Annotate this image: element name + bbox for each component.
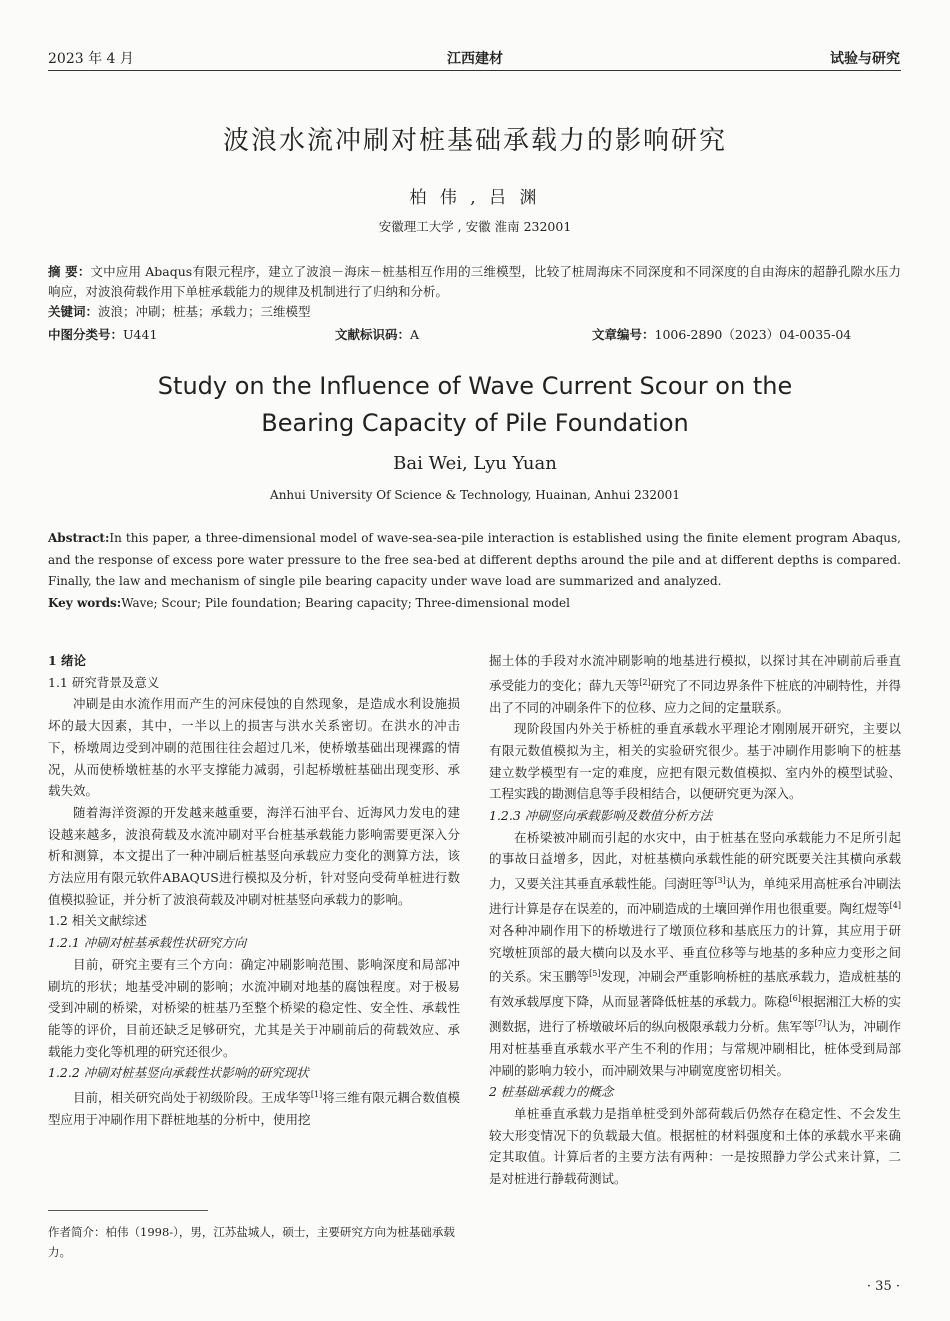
header-date: 2023 年 4 月 (48, 51, 134, 67)
paragraph: 随着海洋资源的开发越来越重要，海洋石油平台、近海风力发电的建设越来越多，波浪荷载及水流冲刷对平台桩基承载能力影响需要更深入分析和测算，本文提出了一种冲刷后桩基竖向承载应力变化的测算方法，该方法应用有限元软件ABAQUS进行模拟及分析，针对竖向受荷单桩进行数值模拟验证，并分析了波浪荷载及冲刷对桩基竖向承载力的影响。 (48, 804, 460, 907)
paragraph: 冲刷是由水流作用而产生的河床侵蚀的自然现象，是造成水利设施损坏的最大因素，其中，一半以上的损害与洪水关系密切。在洪水的冲击下，桥墩周边受到冲刷的范围往往会超过几米，使桥墩基础出现裸露的情况，从而使桥墩桩基的水平支撑能力减弱，引起桥墩桩基础出现变形、承载失效。 (48, 696, 460, 799)
citation: [5] (589, 969, 601, 979)
text-run: 将三维有限元耦合数值模型应用于冲刷作用下群桩地基的分析中，使用挖 (48, 1090, 460, 1127)
citation: [2] (639, 677, 651, 687)
paragraph: 现阶段国内外关于桥桩的垂直承载水平理论才刚刚展开研究，主要以有限元数值模拟为主，相关的实验研究很少。基于冲刷作用影响下的桩基建立数学模型有一定的难度，应把有限元数值模拟、室内外的模型试验、工程实践的勘测信息等手段相结合，以便研究更为深入。 (489, 721, 901, 802)
text-run: 发现，冲刷会严重影响桥桩的基底承载力，造成桩基的有效承载厚度下降，从而显著降低桩基的承载力。陈稳 (489, 969, 901, 1010)
text-run: 目前，相关研究尚处于初级阶段。王成华等 (73, 1090, 311, 1106)
paragraph: 单桩垂直承载力是指单桩受到外部荷载后仍然存在稳定性、不会发生较大形变情况下的负载最大值。根据桩的材料强度和土体的承载水平来确定其取值。计算后者的主要方法有两种：一是按照静力学公式来计算，二是对桩进行静载荷测试。 (489, 1106, 901, 1187)
text-run: 掘土体的手段对水流冲刷影响的地基进行模拟，以探讨其在冲刷前后垂直承受能力的变化；薛九天等 (489, 653, 901, 693)
subsection-heading: 1.1 研究背景及意义 (48, 674, 160, 690)
paragraph: 目前，研究主要有三个方向：确定冲刷影响范围、影响深度和局部冲刷坑的形状；地基受冲刷的影响；水流冲刷对地基的腐蚀程度。对于极易受到冲刷的桥梁，对桥梁的桩基乃至整个桥梁的稳定性、安全性、承载性能等的评价，目前还缺乏足够研究，尤其是关于冲刷前后的荷载效应、承载能力变化等机理的研究还很少。 (48, 956, 460, 1059)
text-run: 认为，冲刷作用对桩基垂直承载水平产生不利的作用；与常规冲刷相比，桩体受到局部冲刷的影响力较小，而冲刷效果与冲刷宽度密切相关。 (489, 1019, 901, 1078)
text-run: 研究了不同边界条件下桩底的冲刷特性，并得出了不同的冲刷条件下的位移、应力之间的定量联系。 (489, 677, 901, 715)
abstract-en (48, 528, 901, 614)
title-cn: 波浪水流冲刷对桩基础承载力的影响研究 (222, 126, 727, 156)
keywords-en-label: Key words: (48, 595, 122, 610)
abstract-en-text: In this paper, a three-dimensional model of wave-sea-sea-pile interaction is established using the finite element program Abaqus, and the response of excess pore water pressure to the free sea-bed at different depths around the pile and at different depths is compared. Finally, the law and mechanism of single pile bearing capacity under wave load are summarized and analyzed. (48, 531, 901, 588)
page-number: · 35 · (866, 1279, 900, 1294)
doc-label: 文献标识码： (335, 327, 411, 342)
affiliation-cn: 安徽理工大学 , 安徽 淮南 232001 (378, 219, 572, 234)
paragraph (48, 1084, 460, 1131)
text-run: 在桥梁被冲刷而引起的水灾中，由于桩基在竖向承载能力不足所引起的事故日益增多，因此，对桩基横向承载性能的研究既要关注其横向承载力，又要关注其垂直承载性能。闫澍旺等 (489, 829, 901, 892)
citation: [6] (789, 994, 801, 1004)
citation: [1] (310, 1090, 323, 1100)
body-right-column (489, 650, 901, 1190)
article-number (592, 325, 851, 343)
abstract-en-label: Abstract: (48, 531, 110, 545)
clc-number (48, 325, 157, 343)
affiliation-en: Anhui University Of Science & Technology, Huainan, Anhui 232001 (270, 488, 680, 502)
citation: [7] (814, 1019, 826, 1029)
subsubsection-heading: 1.2.3 冲刷竖向承载影响及数值分析方法 (489, 808, 713, 824)
authors-cn: 柏 伟 , 吕 渊 (409, 188, 541, 208)
abstract-cn-label: 摘 要： (48, 264, 91, 279)
paragraph (489, 827, 901, 1082)
authors-en: Bai Wei, Lyu Yuan (393, 453, 557, 474)
abstract-cn-text: 文中应用 Abaqus有限元程序，建立了波浪－海床－桩基相互作用的三维模型，比较了桩周海床不同深度和不同深度的自由海床的超静孔隙水压力响应，对波浪荷载作用下单桩承载能力的规律及机制进行了归纳和分析。 (48, 264, 901, 299)
keywords-cn-text: 波浪；冲刷；桩基；承载力；三维模型 (98, 304, 311, 319)
doc-value: A (410, 327, 420, 342)
section-heading: 2 桩基础承载力的概念 (489, 1084, 614, 1100)
citation: [4] (889, 901, 901, 911)
header-rule (48, 70, 901, 71)
paragraph (489, 650, 901, 718)
subsubsection-heading: 1.2.2 冲刷对桩基竖向承载性状影响的研究现状 (48, 1065, 309, 1081)
keywords-en-text: Wave; Scour; Pile foundation; Bearing capacity; Three-dimensional model (121, 595, 570, 610)
section-heading: 1 绪论 (48, 653, 87, 668)
art-label: 文章编号： (592, 327, 655, 342)
footnote-rule (48, 1210, 208, 1211)
header-section: 试验与研究 (830, 51, 900, 67)
abstract-cn (48, 262, 901, 322)
title-en: Study on the Influence of Wave Current Scour on the Bearing Capacity of Pile Foundation (157, 372, 793, 437)
clc-label: 中图分类号： (48, 327, 124, 342)
subsection-heading: 1.2 相关文献综述 (48, 913, 147, 929)
text-run: 认为，单纯采用高桩承台冲刷法进行计算是存在误差的，而冲刷造成的土壤回弹作用也很重要。陶红煜等 (489, 876, 901, 917)
citation: [3] (714, 876, 726, 886)
text-run: 对各种冲刷作用下的桥墩进行了墩顶位移和基底压力的计算，其应用于研究墩桩顶部的最大横向以及水平、垂直位移等与地基的多种应力变形之间的关系。宋玉鹏等 (489, 922, 901, 985)
art-value: 1006-2890（2023）04-0035-04 (654, 327, 852, 342)
body-left-column (48, 650, 460, 1131)
keywords-cn-label: 关键词： (48, 304, 99, 319)
subsubsection-heading: 1.2.1 冲刷对桩基承载性状研究方向 (48, 935, 247, 951)
doc-code (335, 325, 419, 343)
text-run: 根据湘江大桥的实测数据，进行了桥墩破坏后的纵向极限承载力分析。焦军等 (489, 994, 901, 1035)
author-footnote: 作者简介：柏伟（1998-），男，江苏盐城人，硕士，主要研究方向为桩基础承载力。 (48, 1225, 455, 1259)
header-journal: 江西建材 (447, 51, 503, 67)
clc-value: U441 (123, 327, 158, 342)
